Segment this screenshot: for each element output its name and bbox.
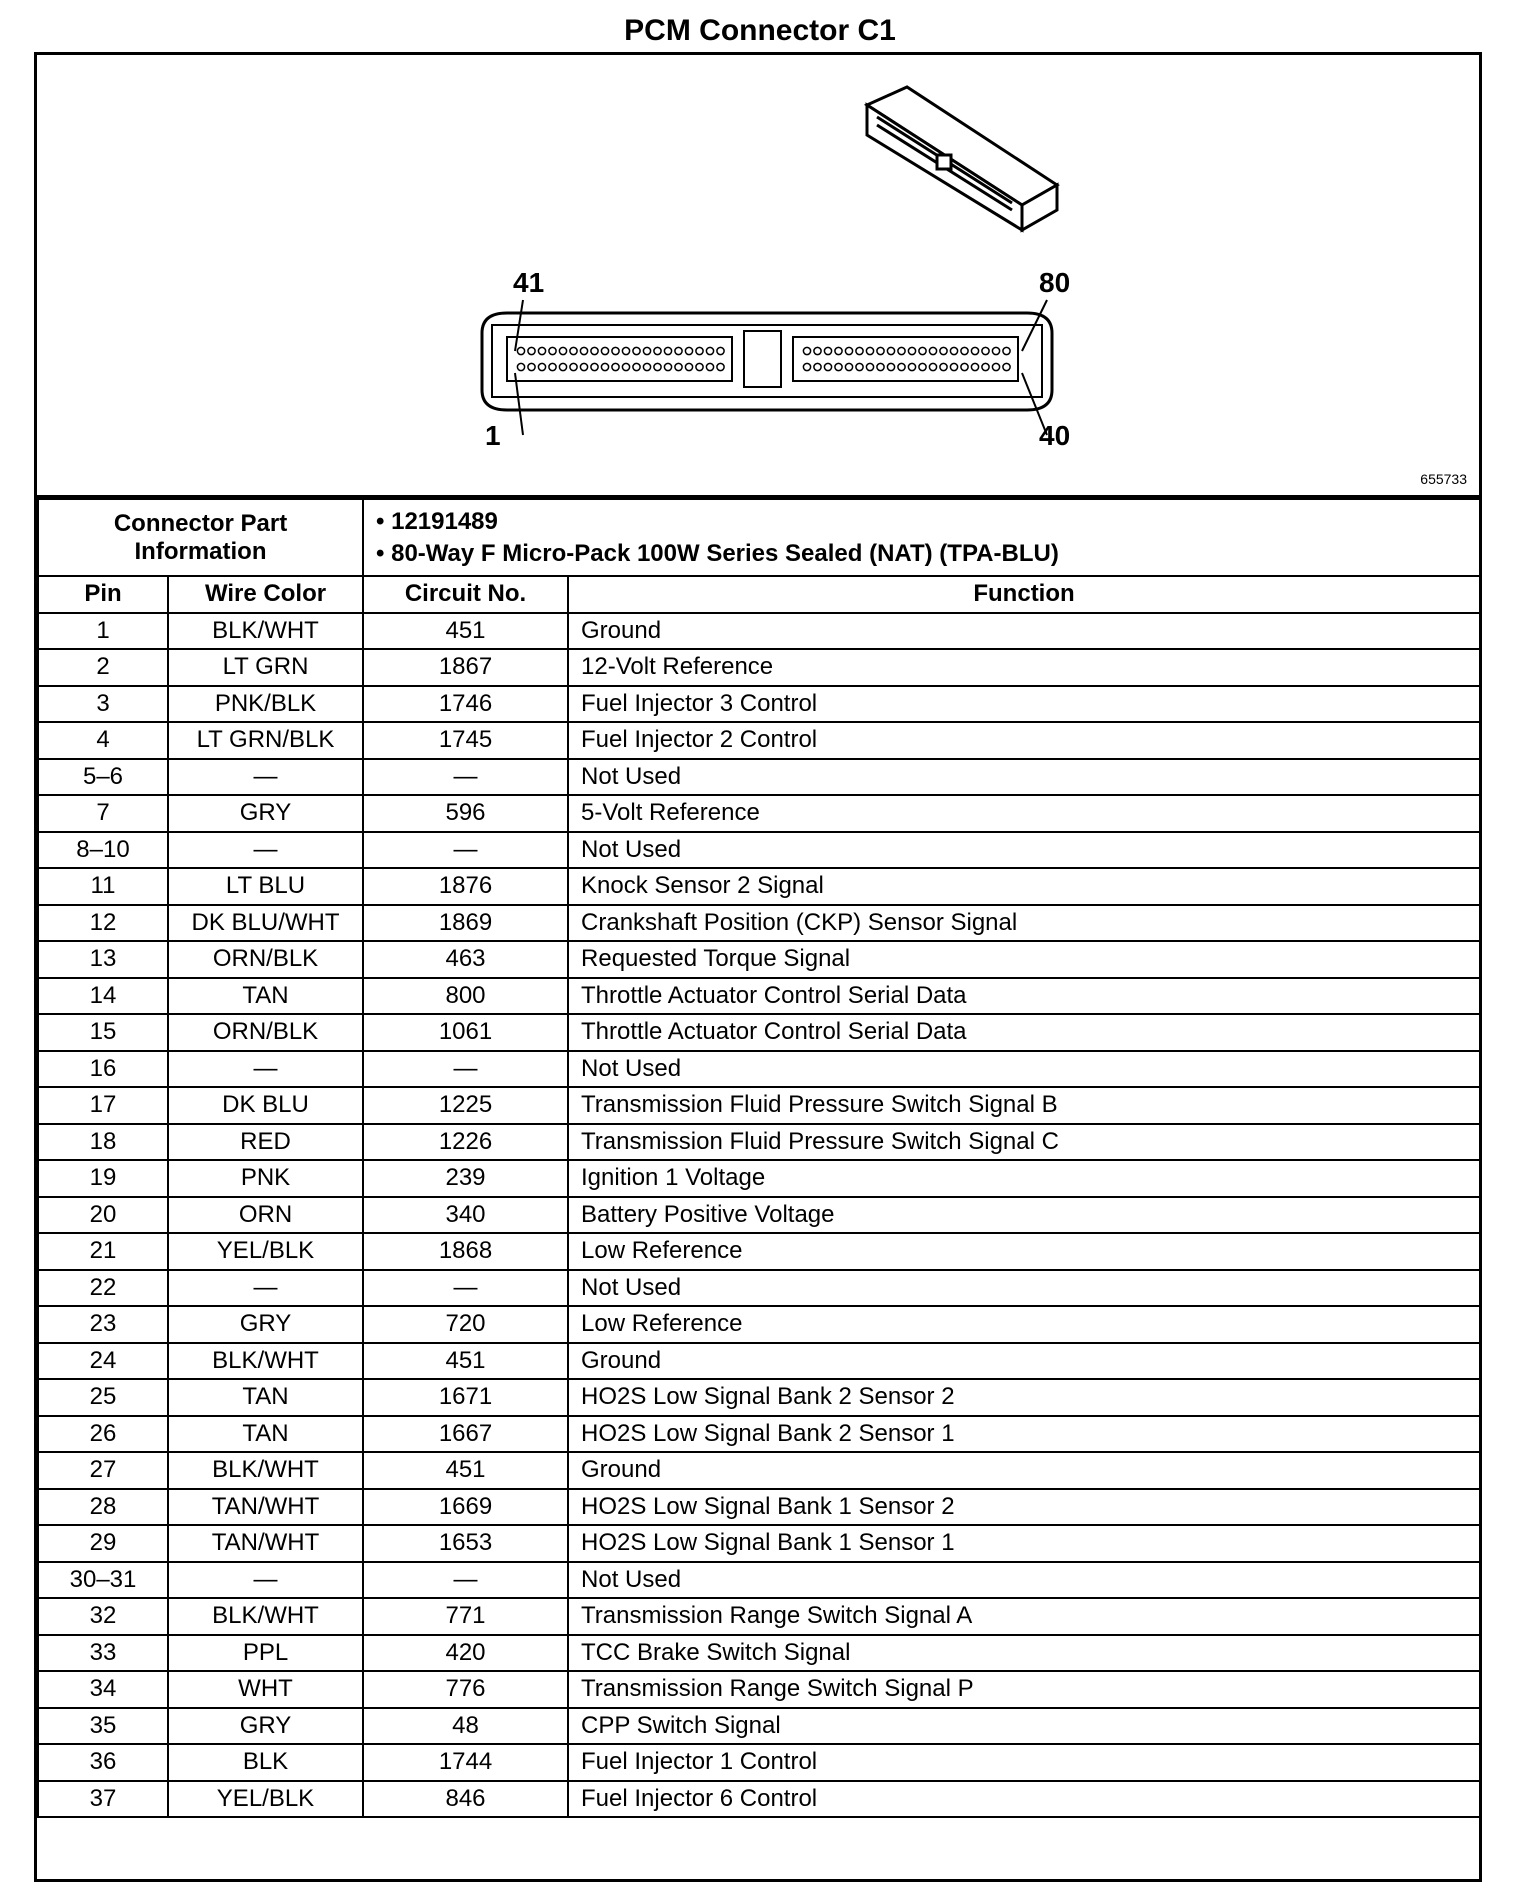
pin-dot	[580, 347, 587, 354]
pin-cell: 27	[38, 1452, 168, 1489]
wire-color-cell: DK BLU	[168, 1087, 363, 1124]
wire-color-cell: GRY	[168, 1708, 363, 1745]
pin-dot	[887, 363, 894, 370]
circuit-cell: 1669	[363, 1489, 568, 1526]
pin-cell: 30–31	[38, 1562, 168, 1599]
pin-cell: 2	[38, 649, 168, 686]
part-description: • 80-Way F Micro-Pack 100W Series Sealed (NAT) (TPA-BLU)	[376, 538, 1467, 570]
wire-color-cell: TAN/WHT	[168, 1489, 363, 1526]
figure-id: 655733	[1420, 471, 1467, 487]
pin-cell: 24	[38, 1343, 168, 1380]
pin-dot	[685, 347, 692, 354]
pin-label-1: 1	[485, 420, 501, 451]
table-row	[38, 1416, 1480, 1453]
wire-color-cell: —	[168, 1051, 363, 1088]
table-row	[38, 1270, 1480, 1307]
pin-label-41: 41	[513, 267, 545, 298]
part-info-row	[38, 499, 1480, 576]
function-cell: Not Used	[568, 759, 1480, 796]
pin-dot	[929, 347, 936, 354]
pin-cell: 1	[38, 613, 168, 650]
pin-dot	[517, 363, 524, 370]
wire-color-cell: LT GRN/BLK	[168, 722, 363, 759]
circuit-cell: 1744	[363, 1744, 568, 1781]
function-cell: Fuel Injector 3 Control	[568, 686, 1480, 723]
pin-dot	[877, 363, 884, 370]
circuit-cell: 48	[363, 1708, 568, 1745]
function-cell: Knock Sensor 2 Signal	[568, 868, 1480, 905]
function-cell: Not Used	[568, 1051, 1480, 1088]
pin-dot	[633, 347, 640, 354]
pin-dot	[887, 347, 894, 354]
function-cell: HO2S Low Signal Bank 1 Sensor 1	[568, 1525, 1480, 1562]
function-cell: Transmission Range Switch Signal A	[568, 1598, 1480, 1635]
circuit-cell: —	[363, 759, 568, 796]
pin-dot	[982, 363, 989, 370]
pin-dot	[717, 347, 724, 354]
pin-dot	[940, 347, 947, 354]
circuit-cell: 340	[363, 1197, 568, 1234]
wire-color-cell: —	[168, 759, 363, 796]
circuit-cell: 771	[363, 1598, 568, 1635]
circuit-cell: 1225	[363, 1087, 568, 1124]
pin-label-80: 80	[1039, 267, 1071, 298]
document-frame	[34, 52, 1482, 1882]
pin-dot	[971, 347, 978, 354]
pin-dot	[856, 347, 863, 354]
pin-cell: 37	[38, 1781, 168, 1818]
circuit-cell: 239	[363, 1160, 568, 1197]
circuit-cell: 720	[363, 1306, 568, 1343]
pin-dot	[717, 363, 724, 370]
pin-cell: 29	[38, 1525, 168, 1562]
pin-dot	[633, 363, 640, 370]
function-cell: Fuel Injector 2 Control	[568, 722, 1480, 759]
pin-dot	[664, 347, 671, 354]
pin-dot	[622, 347, 629, 354]
table-row	[38, 649, 1480, 686]
pin-cell: 18	[38, 1124, 168, 1161]
pin-cell: 28	[38, 1489, 168, 1526]
pin-dot	[549, 347, 556, 354]
circuit-cell: 1745	[363, 722, 568, 759]
pin-cell: 23	[38, 1306, 168, 1343]
function-cell: Requested Torque Signal	[568, 941, 1480, 978]
pin-cell: 22	[38, 1270, 168, 1307]
pin-cell: 34	[38, 1671, 168, 1708]
circuit-cell: 451	[363, 1452, 568, 1489]
pin-dot	[961, 347, 968, 354]
table-row	[38, 1343, 1480, 1380]
pin-dot	[538, 363, 545, 370]
circuit-cell: 1867	[363, 649, 568, 686]
pin-dot	[528, 363, 535, 370]
function-cell: Low Reference	[568, 1306, 1480, 1343]
wire-color-cell: RED	[168, 1124, 363, 1161]
wire-color-cell: PNK	[168, 1160, 363, 1197]
pin-dot	[570, 347, 577, 354]
pin-dot	[580, 363, 587, 370]
pin-cell: 17	[38, 1087, 168, 1124]
table-row	[38, 1160, 1480, 1197]
wire-color-cell: TAN	[168, 1379, 363, 1416]
circuit-cell: —	[363, 1270, 568, 1307]
wire-color-cell: —	[168, 1270, 363, 1307]
wire-color-cell: TAN	[168, 978, 363, 1015]
pin-dot	[643, 347, 650, 354]
pin-dot	[992, 347, 999, 354]
table-row	[38, 1671, 1480, 1708]
pin-dot	[612, 347, 619, 354]
pin-cell: 11	[38, 868, 168, 905]
function-cell: CPP Switch Signal	[568, 1708, 1480, 1745]
function-cell: HO2S Low Signal Bank 2 Sensor 1	[568, 1416, 1480, 1453]
table-row	[38, 1562, 1480, 1599]
table-row	[38, 1051, 1480, 1088]
pin-dot	[856, 363, 863, 370]
pin-cell: 20	[38, 1197, 168, 1234]
function-cell: Ground	[568, 613, 1480, 650]
table-row	[38, 1708, 1480, 1745]
pin-dot	[982, 347, 989, 354]
function-cell: Ground	[568, 1452, 1480, 1489]
circuit-cell: —	[363, 1562, 568, 1599]
table-row	[38, 1781, 1480, 1818]
function-cell: Transmission Fluid Pressure Switch Signal B	[568, 1087, 1480, 1124]
table-row	[38, 1489, 1480, 1526]
circuit-cell: —	[363, 832, 568, 869]
circuit-cell: 596	[363, 795, 568, 832]
table-row	[38, 978, 1480, 1015]
pin-dot	[824, 363, 831, 370]
pin-dot	[549, 363, 556, 370]
table-row	[38, 1598, 1480, 1635]
pin-dot	[538, 347, 545, 354]
function-cell: Throttle Actuator Control Serial Data	[568, 978, 1480, 1015]
pin-dot	[814, 363, 821, 370]
circuit-cell: 1061	[363, 1014, 568, 1051]
wire-color-cell: WHT	[168, 1671, 363, 1708]
circuit-cell: 1226	[363, 1124, 568, 1161]
pin-dot	[919, 363, 926, 370]
pin-dot	[877, 347, 884, 354]
pin-dot	[835, 363, 842, 370]
pin-cell: 15	[38, 1014, 168, 1051]
table-row	[38, 832, 1480, 869]
table-row	[38, 868, 1480, 905]
function-cell: 5-Volt Reference	[568, 795, 1480, 832]
circuit-cell: 1653	[363, 1525, 568, 1562]
wire-color-cell: GRY	[168, 795, 363, 832]
pin-dot	[696, 347, 703, 354]
pin-dot	[570, 363, 577, 370]
circuit-cell: 1671	[363, 1379, 568, 1416]
function-cell: Fuel Injector 1 Control	[568, 1744, 1480, 1781]
circuit-cell: 1868	[363, 1233, 568, 1270]
table-row	[38, 795, 1480, 832]
wire-color-cell: —	[168, 1562, 363, 1599]
wire-color-cell: ORN/BLK	[168, 1014, 363, 1051]
pin-cell: 36	[38, 1744, 168, 1781]
connector-3d-view	[867, 87, 1057, 230]
pin-dot	[961, 363, 968, 370]
wire-color-cell: YEL/BLK	[168, 1781, 363, 1818]
table-row	[38, 941, 1480, 978]
circuit-cell: 1876	[363, 868, 568, 905]
pin-cell: 32	[38, 1598, 168, 1635]
pin-dot	[601, 347, 608, 354]
table-row	[38, 613, 1480, 650]
pin-dot	[898, 347, 905, 354]
pin-dot	[814, 347, 821, 354]
wire-color-cell: ORN	[168, 1197, 363, 1234]
pin-dot	[940, 363, 947, 370]
pin-dot	[706, 363, 713, 370]
pin-cell: 26	[38, 1416, 168, 1453]
pin-dot	[803, 363, 810, 370]
pin-cell: 3	[38, 686, 168, 723]
function-cell: HO2S Low Signal Bank 1 Sensor 2	[568, 1489, 1480, 1526]
function-cell: Throttle Actuator Control Serial Data	[568, 1014, 1480, 1051]
pin-dot	[950, 363, 957, 370]
pin-cell: 5–6	[38, 759, 168, 796]
function-cell: Transmission Fluid Pressure Switch Signal C	[568, 1124, 1480, 1161]
table-row	[38, 905, 1480, 942]
column-header-wire-color: Wire Color	[168, 576, 363, 613]
circuit-cell: 463	[363, 941, 568, 978]
pin-dot	[908, 363, 915, 370]
pin-dot	[685, 363, 692, 370]
table-row	[38, 1087, 1480, 1124]
pin-dot	[591, 363, 598, 370]
pin-dot	[1003, 363, 1010, 370]
pin-dot	[866, 347, 873, 354]
wire-color-cell: BLK/WHT	[168, 1598, 363, 1635]
pin-dot	[559, 363, 566, 370]
wire-color-cell: TAN/WHT	[168, 1525, 363, 1562]
pin-dot	[919, 347, 926, 354]
function-cell: Ground	[568, 1343, 1480, 1380]
table-row	[38, 1452, 1480, 1489]
connector-face-view	[482, 300, 1052, 435]
pin-dot	[696, 363, 703, 370]
pin-cell: 19	[38, 1160, 168, 1197]
pin-dot	[601, 363, 608, 370]
pin-dot	[706, 347, 713, 354]
part-number: • 12191489	[376, 506, 1467, 538]
pin-dot	[622, 363, 629, 370]
circuit-cell: 420	[363, 1635, 568, 1672]
table-row	[38, 722, 1480, 759]
column-header-circuit: Circuit No.	[363, 576, 568, 613]
pin-cell: 21	[38, 1233, 168, 1270]
pin-cell: 8–10	[38, 832, 168, 869]
function-cell: Battery Positive Voltage	[568, 1197, 1480, 1234]
table-row	[38, 1525, 1480, 1562]
pin-dot	[559, 347, 566, 354]
pin-dot	[675, 363, 682, 370]
circuit-cell: —	[363, 1051, 568, 1088]
function-cell: 12-Volt Reference	[568, 649, 1480, 686]
part-info-label: Connector Part Information	[38, 499, 363, 576]
pin-dot	[971, 363, 978, 370]
table-row	[38, 686, 1480, 723]
table-row	[38, 1744, 1480, 1781]
column-header-pin: Pin	[38, 576, 168, 613]
pin-cell: 33	[38, 1635, 168, 1672]
pin-dot	[992, 363, 999, 370]
wire-color-cell: LT GRN	[168, 649, 363, 686]
function-cell: Not Used	[568, 1562, 1480, 1599]
function-cell: TCC Brake Switch Signal	[568, 1635, 1480, 1672]
wire-color-cell: LT BLU	[168, 868, 363, 905]
wire-color-cell: —	[168, 832, 363, 869]
pin-dot	[866, 363, 873, 370]
circuit-cell: 846	[363, 1781, 568, 1818]
wire-color-cell: DK BLU/WHT	[168, 905, 363, 942]
connector-diagram	[37, 55, 1479, 498]
table-row	[38, 1635, 1480, 1672]
pin-dot	[845, 347, 852, 354]
wire-color-cell: TAN	[168, 1416, 363, 1453]
wire-color-cell: GRY	[168, 1306, 363, 1343]
table-row	[38, 1197, 1480, 1234]
circuit-cell: 451	[363, 1343, 568, 1380]
function-cell: Ignition 1 Voltage	[568, 1160, 1480, 1197]
pin-dot	[929, 363, 936, 370]
pin-dot	[528, 347, 535, 354]
table-row	[38, 1379, 1480, 1416]
wire-color-cell: BLK	[168, 1744, 363, 1781]
pin-dot	[612, 363, 619, 370]
column-header-function: Function	[568, 576, 1480, 613]
pin-cell: 25	[38, 1379, 168, 1416]
pin-cell: 35	[38, 1708, 168, 1745]
header-row	[38, 576, 1480, 613]
circuit-cell: 800	[363, 978, 568, 1015]
pin-dot	[908, 347, 915, 354]
circuit-cell: 1667	[363, 1416, 568, 1453]
function-cell: Fuel Injector 6 Control	[568, 1781, 1480, 1818]
pin-cell: 14	[38, 978, 168, 1015]
function-cell: Crankshaft Position (CKP) Sensor Signal	[568, 905, 1480, 942]
pin-cell: 12	[38, 905, 168, 942]
pin-cell: 4	[38, 722, 168, 759]
pin-dot	[664, 363, 671, 370]
wire-color-cell: PPL	[168, 1635, 363, 1672]
wire-color-cell: PNK/BLK	[168, 686, 363, 723]
pin-cell: 7	[38, 795, 168, 832]
table-row	[38, 759, 1480, 796]
pin-dot	[591, 347, 598, 354]
function-cell: Transmission Range Switch Signal P	[568, 1671, 1480, 1708]
circuit-cell: 451	[363, 613, 568, 650]
pin-dot	[1003, 347, 1010, 354]
circuit-cell: 776	[363, 1671, 568, 1708]
wire-color-cell: BLK/WHT	[168, 1452, 363, 1489]
pin-cell: 13	[38, 941, 168, 978]
pin-dot	[950, 347, 957, 354]
table-row	[38, 1233, 1480, 1270]
pin-dot	[824, 347, 831, 354]
function-cell: HO2S Low Signal Bank 2 Sensor 2	[568, 1379, 1480, 1416]
connector-drawing	[37, 55, 1479, 495]
circuit-cell: 1869	[363, 905, 568, 942]
function-cell: Not Used	[568, 1270, 1480, 1307]
wire-color-cell: YEL/BLK	[168, 1233, 363, 1270]
circuit-cell: 1746	[363, 686, 568, 723]
function-cell: Not Used	[568, 832, 1480, 869]
table-row	[38, 1124, 1480, 1161]
pin-dot	[517, 347, 524, 354]
table-row	[38, 1014, 1480, 1051]
part-info-list	[363, 499, 1480, 576]
wire-color-cell: ORN/BLK	[168, 941, 363, 978]
pin-dot	[675, 347, 682, 354]
table-row	[38, 1306, 1480, 1343]
function-cell: Low Reference	[568, 1233, 1480, 1270]
pin-dot	[654, 347, 661, 354]
pin-dot	[643, 363, 650, 370]
pin-label-40: 40	[1039, 420, 1071, 451]
pin-dot	[845, 363, 852, 370]
pin-table	[37, 498, 1481, 1818]
wire-color-cell: BLK/WHT	[168, 613, 363, 650]
pin-dot	[803, 347, 810, 354]
pin-dot	[898, 363, 905, 370]
pin-cell: 16	[38, 1051, 168, 1088]
pin-dot	[835, 347, 842, 354]
pin-dot	[654, 363, 661, 370]
wire-color-cell: BLK/WHT	[168, 1343, 363, 1380]
page-title: PCM Connector C1	[624, 14, 896, 47]
